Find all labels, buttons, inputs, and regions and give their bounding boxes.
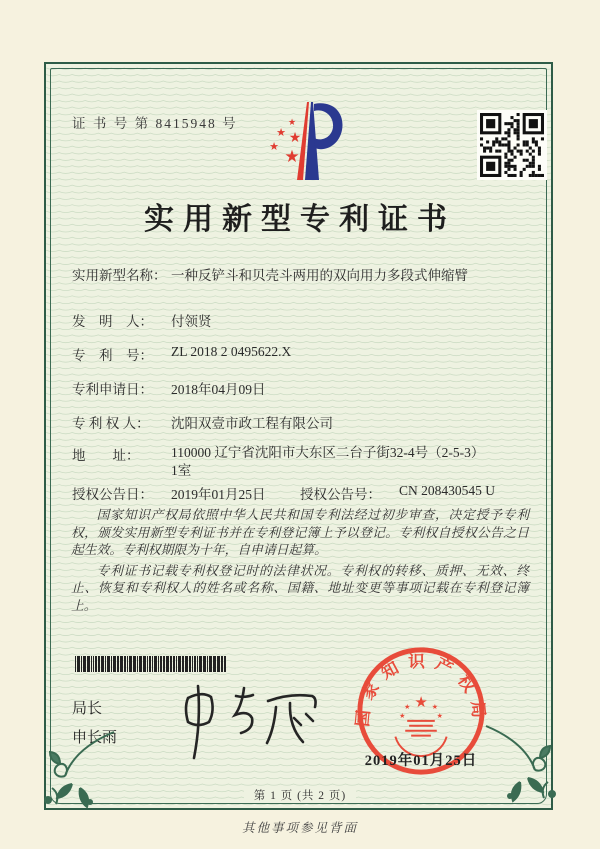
- svg-text:★: ★: [287, 117, 297, 127]
- svg-text:★: ★: [414, 695, 428, 712]
- commissioner-name: 申长雨: [72, 729, 118, 746]
- seal-text: 国家知识产权局: [352, 652, 490, 728]
- legal-text: [71, 507, 529, 618]
- barcode: [75, 656, 228, 672]
- field-label: 专利申请日：: [72, 382, 153, 397]
- svg-text:★: ★: [404, 704, 411, 712]
- legal-paragraph: 专利证书记载专利权登记时的法律状况。专利权的转移、质押、无效、终止、恢复和专利权人的姓名或名称、国籍、地址变更等事项记载在专利登记簿上。: [71, 563, 529, 613]
- svg-text:★: ★: [399, 712, 406, 720]
- svg-text:★: ★: [436, 712, 443, 720]
- svg-text:国家知识产权局: [353, 652, 489, 727]
- field-row: [72, 444, 492, 480]
- field-row: [300, 483, 495, 503]
- field-label: 发 明 人：: [72, 314, 153, 329]
- page-number-text: 第 1 页 (共 2 页): [244, 790, 357, 802]
- field-row: [72, 483, 266, 503]
- field-value: 付领贤: [171, 314, 212, 329]
- field-row: [72, 310, 212, 330]
- field-label: 授权公告号：: [300, 487, 381, 502]
- svg-text:★: ★: [284, 147, 300, 166]
- field-label: 专 利 权 人：: [72, 416, 150, 431]
- field-label: 专 利 号：: [72, 348, 153, 363]
- field-label: 地 址：: [72, 448, 140, 463]
- field-value: 2018年04月09日: [171, 382, 266, 397]
- field-row: [72, 412, 333, 432]
- national-emblem-icon: [395, 687, 446, 756]
- field-value: 沈阳双壹市政工程有限公司: [171, 416, 333, 431]
- field-value: 2019年01月25日: [171, 487, 266, 502]
- certificate-number: 证 书 号 第 8415948 号: [72, 116, 238, 131]
- svg-text:★: ★: [269, 141, 279, 153]
- field-row: [72, 378, 266, 398]
- field-row: [72, 264, 468, 284]
- commissioner-title: 局长: [72, 700, 103, 717]
- svg-text:★: ★: [276, 127, 286, 139]
- field-row: [72, 344, 291, 364]
- field-value: CN 208430545 U: [399, 483, 496, 498]
- field-value: 110000 辽宁省沈阳市大东区二台子街32-4号（2-5-3）1室: [171, 445, 485, 478]
- legal-paragraph: 国家知识产权局依照中华人民共和国专利法经过初步审查，决定授予专利权，颁发实用新型专利证书并在专利登记簿上予以登记。专利权自授权公告之日起生效。专利权期限为十年，自申请日起算。: [71, 508, 529, 557]
- certificate-title: 实用新型专利证书: [144, 203, 456, 236]
- field-label: 授权公告日：: [72, 487, 153, 502]
- seal-date: 2019年01月25日: [364, 753, 478, 769]
- field-label: 实用新型名称：: [72, 268, 167, 283]
- page-number: [0, 787, 600, 803]
- field-value: ZL 2018 2 0495622.X: [171, 344, 292, 359]
- commissioner-signature: [158, 676, 343, 774]
- field-value: 一种反铲斗和贝壳斗两用的双向用力多段式伸缩臂: [171, 268, 468, 283]
- svg-text:★: ★: [431, 704, 438, 712]
- qr-code: [477, 110, 547, 180]
- svg-text:★: ★: [288, 131, 302, 146]
- cnipa-logo-icon: [250, 90, 350, 188]
- back-note: 其他事项参见背面: [241, 821, 358, 835]
